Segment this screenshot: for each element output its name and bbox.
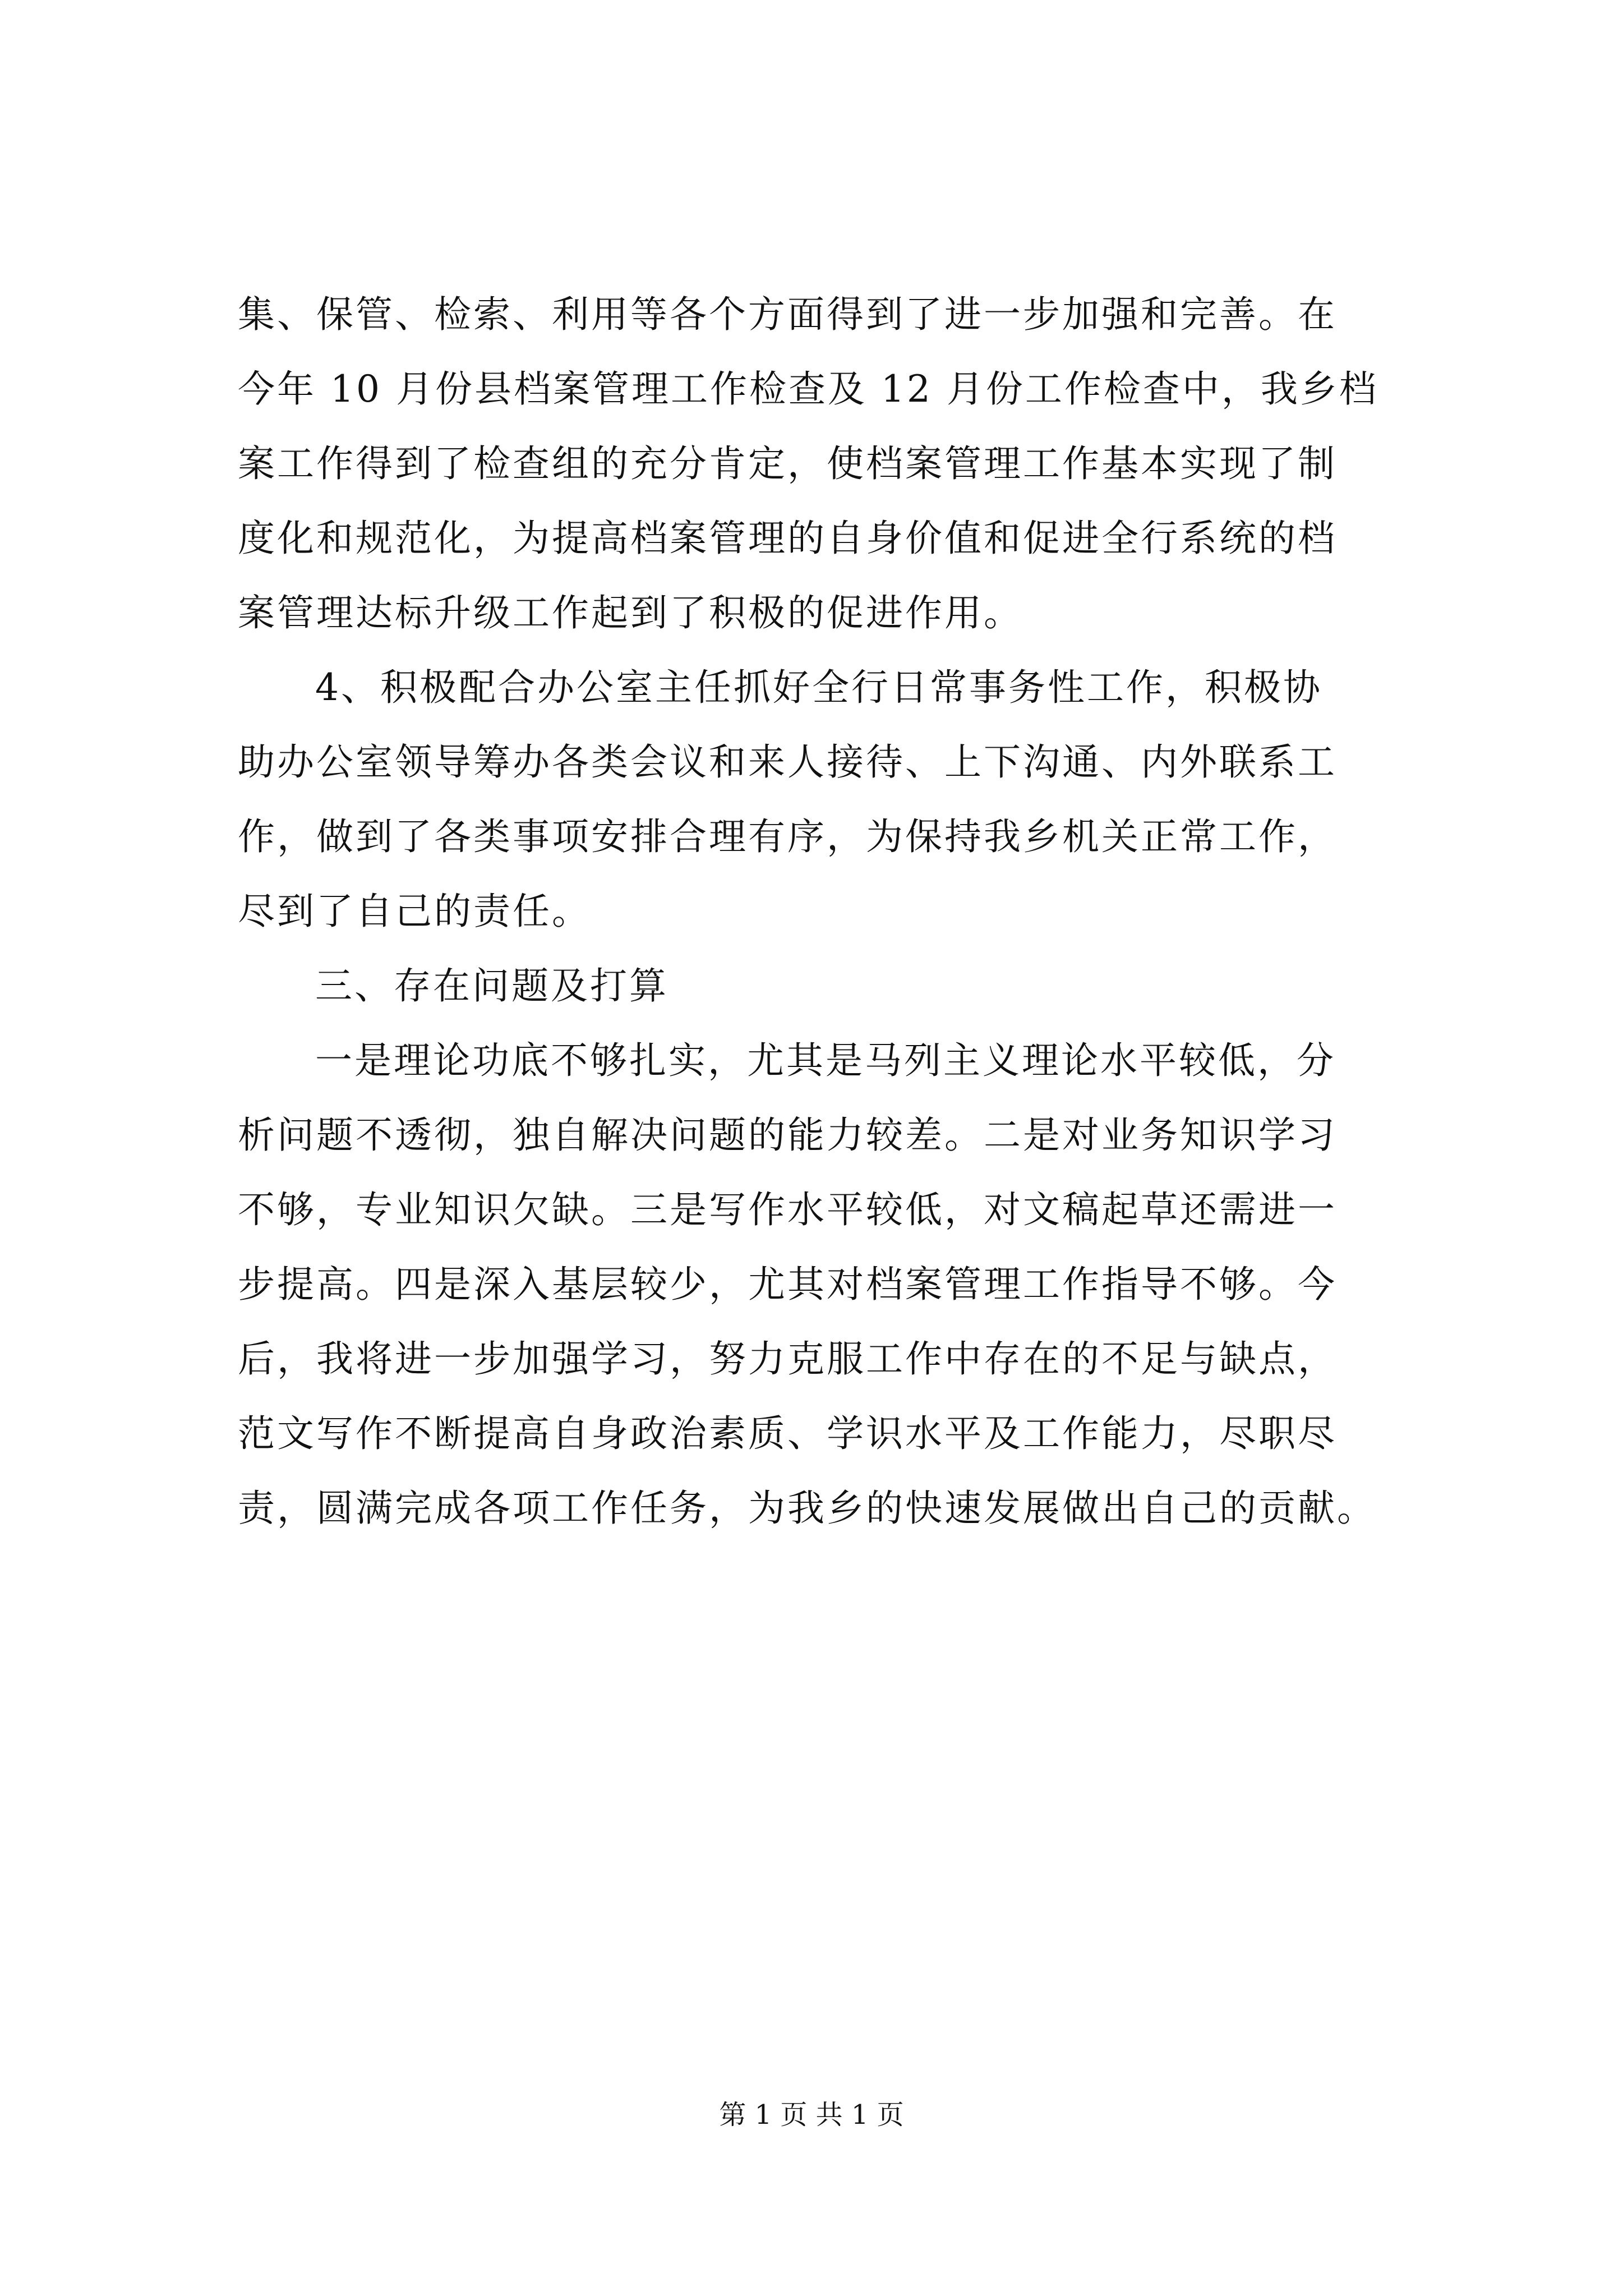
text-line: 范文写作不断提高自身政治素质、学识水平及工作能力，尽职尽 — [238, 1412, 1337, 1455]
section-heading: 三、存在问题及打算 — [315, 964, 668, 1007]
document-body — [238, 277, 1415, 1545]
text-line: 助办公室领导筹办各类会议和来人接待、上下沟通、内外联系工 — [238, 740, 1337, 784]
text-line: 析问题不透彻，独自解决问题的能力较差。二是对业务知识学习 — [238, 1114, 1337, 1157]
text-line: 案工作得到了检查组的充分肯定，使档案管理工作基本实现了制 — [238, 442, 1337, 485]
text-line: 作，做到了各类事项安排合理有序，为保持我乡机关正常工作， — [238, 815, 1337, 858]
text-line: 步提高。四是深入基层较少，尤其对档案管理工作指导不够。今 — [238, 1263, 1337, 1306]
text-line: 尽到了自己的责任。 — [238, 890, 591, 933]
text-line: 不够，专业知识欠缺。三是写作水平较低，对文稿起草还需进一 — [238, 1188, 1337, 1231]
text-line: 一是理论功底不够扎实，尤其是马列主义理论水平较低，分 — [315, 1039, 1336, 1082]
text-line: 集、保管、检索、利用等各个方面得到了进一步加强和完善。在 — [238, 293, 1337, 336]
text-line: 今年 10 月份县档案管理工作检查及 12 月份工作检查中，我乡档 — [238, 367, 1378, 411]
text-line: 4、积极配合办公室主任抓好全行日常事务性工作，积极协 — [315, 666, 1322, 709]
text-line: 案管理达标升级工作起到了积极的促进作用。 — [238, 591, 1023, 634]
text-line: 责，圆满完成各项工作任务，为我乡的快速发展做出自己的贡献。 — [238, 1487, 1376, 1530]
text-line: 后，我将进一步加强学习，努力克服工作中存在的不足与缺点， — [238, 1337, 1337, 1381]
page-footer: 第 1 页 共 1 页 — [719, 2099, 904, 2131]
text-line: 度化和规范化，为提高档案管理的自身价值和促进全行系统的档 — [238, 517, 1337, 560]
